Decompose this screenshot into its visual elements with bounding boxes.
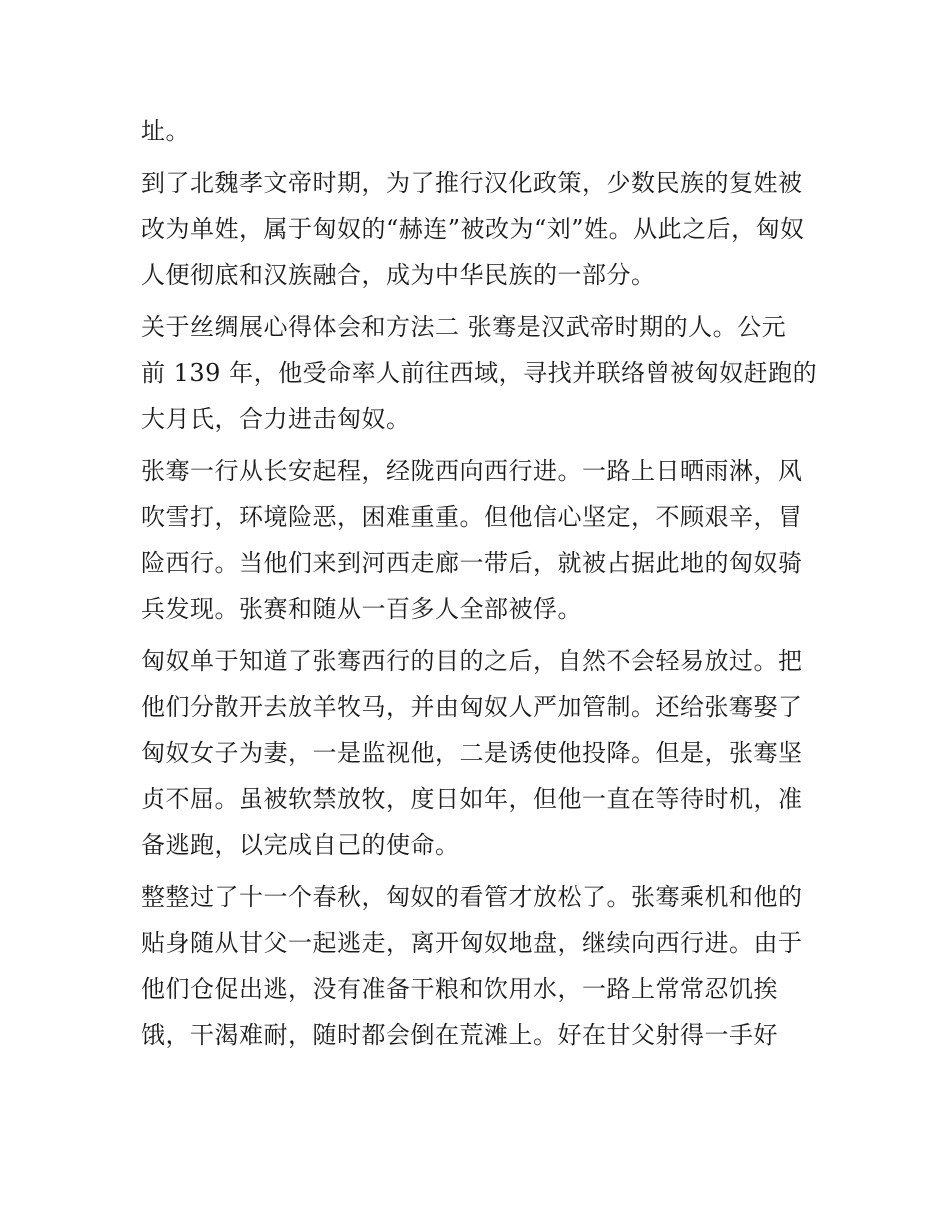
body-text bbox=[141, 108, 821, 1058]
text-line: 险西行。当他们来到河西走廊一带后，就被占据此地的匈奴骑 bbox=[141, 549, 803, 577]
text-line: 址。 bbox=[141, 117, 190, 145]
text-line: 饿，干渴难耐，随时都会倒在荒滩上。好在甘父射得一手好 bbox=[141, 1021, 778, 1049]
text-line: 兵发现。张赛和随从一百多人全部被俘。 bbox=[141, 595, 582, 623]
text-line: 贴身随从甘父一起逃走，离开匈奴地盘，继续向西行进。由于 bbox=[141, 929, 803, 957]
text-line: 关于丝绸展心得体会和方法二 张骞是汉武帝时期的人。公元 bbox=[141, 313, 787, 341]
text-line: 前 139 年，他受命率人前往西域，寻找并联络曾被匈奴赶跑的 bbox=[141, 359, 818, 387]
text-line: 人便彻底和汉族融合，成为中华民族的一部分。 bbox=[141, 261, 656, 289]
text-line: 吹雪打，环境险恶，困难重重。但他信心坚定，不顾艰辛，冒 bbox=[141, 503, 803, 531]
text-line: 他们分散开去放羊牧马，并由匈奴人严加管制。还给张骞娶了 bbox=[141, 693, 803, 721]
text-line: 他们仓促出逃，没有准备干粮和饮用水，一路上常常忍饥挨 bbox=[141, 975, 778, 1003]
text-line: 备逃跑，以完成自己的使命。 bbox=[141, 831, 460, 859]
text-line: 贞不屈。虽被软禁放牧，度日如年，但他一直在等待时机，准 bbox=[141, 785, 803, 813]
text-line: 匈奴单于知道了张骞西行的目的之后，自然不会轻易放过。把 bbox=[141, 647, 803, 675]
text-line: 张骞一行从长安起程，经陇西向西行进。一路上日晒雨淋，风 bbox=[141, 457, 803, 485]
text-line: 整整过了十一个春秋，匈奴的看管才放松了。张骞乘机和他的 bbox=[141, 883, 803, 911]
text-line: 匈奴女子为妻，一是监视他，二是诱使他投降。但是，张骞坚 bbox=[141, 739, 803, 767]
text-line: 改为单姓，属于匈奴的“赫连”被改为“刘”姓。从此之后，匈奴 bbox=[141, 215, 805, 243]
text-line: 到了北魏孝文帝时期，为了推行汉化政策，少数民族的复姓被 bbox=[141, 169, 803, 197]
text-line: 大月氏，合力进击匈奴。 bbox=[141, 405, 411, 433]
